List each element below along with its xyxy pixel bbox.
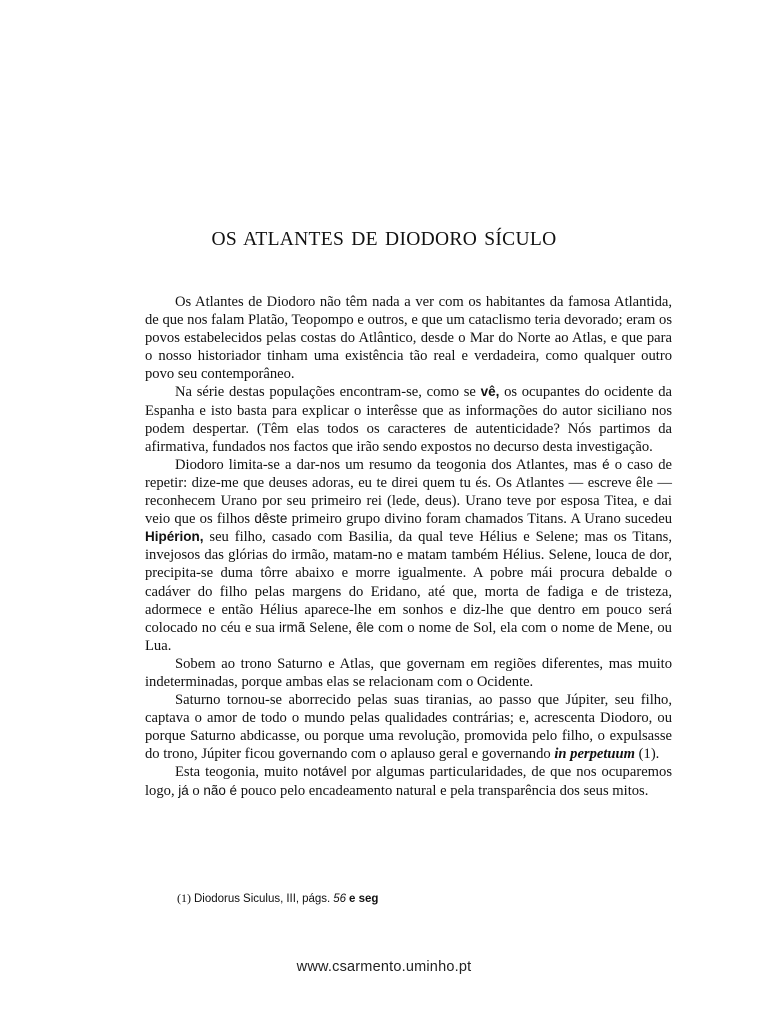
footnote-work: Siculus, <box>243 893 284 905</box>
text-run: primeiro grupo divino foram chamados Titans. A Urano sucedeu <box>287 511 672 528</box>
footnote-author: Diodorus <box>194 893 241 905</box>
text-run: Esta teogonia, muito <box>175 764 304 781</box>
paragraph <box>145 456 672 655</box>
text-run: os ocupantes do ocidente da Espanha e isto basta para explicar o interêsse que as informações do autor siciliano nos podem despertar. (Têm elas todos os caracteres de autenticidade? Nós partimos da afirmativa, fundados nos factos que irão sendo expostos no decurso desta investigação. <box>145 384 672 455</box>
emphasis-italic: in perpetuum <box>554 746 636 763</box>
paragraph <box>145 293 672 383</box>
text-run: pouco pelo encadeamento natural e pela transparência dos seus mitos. <box>237 782 649 799</box>
paragraph <box>145 383 672 455</box>
emphasis-bold: Hipérion, <box>145 529 204 545</box>
emphasis-sans: já <box>178 782 189 798</box>
text-run: Na série destas populações encontram-se, como se <box>175 384 481 401</box>
text-run: (1). <box>635 746 660 763</box>
footnote <box>177 890 378 907</box>
text-run: por algumas particularidades, de que nos ocuparemos logo, <box>145 764 672 799</box>
footnote-seq: e seg <box>349 893 379 905</box>
text-run: o <box>188 782 204 799</box>
footnote-pages-label: págs. <box>302 893 331 905</box>
footnote-marker: (1) <box>177 891 191 905</box>
emphasis-sans: êle <box>355 619 374 635</box>
paragraph <box>145 763 672 799</box>
emphasis-sans: irmã <box>278 619 306 635</box>
text-run: Sobem ao trono Saturno e Atlas, que governam em regiões diferentes, mas muito indeterminadas, porque ambas elas se relacionam com o Ocidente. <box>145 655 672 690</box>
text-run: Selene, <box>305 619 356 636</box>
emphasis-sans: dêste <box>254 511 288 527</box>
footer-url[interactable]: www.csarmento.uminho.pt <box>296 959 472 975</box>
page-title: OS ATLANTES DE DIODORO SÍCULO <box>211 229 557 250</box>
emphasis-bold: vê, <box>480 384 500 400</box>
text-run: com o nome de Sol, ela com o nome de Mene, ou Lua. <box>145 619 672 654</box>
footnote-pages: 56 <box>333 893 347 905</box>
emphasis-sans: notável <box>303 764 347 780</box>
emphasis-sans: é <box>602 456 610 472</box>
text-run: Diodoro limita-se a dar-nos um resumo da teogonia dos Atlantes, mas <box>175 456 603 473</box>
footnote-volume: III, <box>286 893 300 905</box>
emphasis-sans: é <box>229 782 238 798</box>
emphasis-sans: não <box>203 782 226 798</box>
text-run: seu filho, casado com Basilia, da qual teve Hélius e Selene; mas os Titans, invejosos das glórias do irmão, matam-no e matam também Hélius. Selene, louca de dor, precipita-se duma tôrre abaixo e morre igualmente. A pobre mái procura debalde o cadáver do filho pelas margens do Eridano, até que, morta de fadiga e de tristeza, adormece e então Hélius aparece-lhe em sonhos e diz-lhe que dentro em pouco será colocado no céu e sua <box>145 529 672 636</box>
paragraph <box>145 655 672 691</box>
text-run: Os Atlantes de Diodoro não têm nada a ver com os habitantes da famosa Atlantida, de que nos falam Platão, Teopompo e outros, e que um cataclismo teria devorado; eram os povos estabelecidos pelas costas do Atlântico, desde o Mar do Norte ao Atlas, e que para o nosso historiador tinham uma existência tão real e verdadeira, como qualquer outro povo seu contemporâneo. <box>145 294 672 383</box>
paragraph <box>145 691 672 763</box>
body-text <box>145 293 672 800</box>
text-run: o caso de repetir: dize-me que deuses adoras, eu te direi quem tu és. Os Atlantes — escreve êle — reconhecem Urano por seu primeiro rei (lede, deus). Urano teve por esposa Titea, e dai veio que os filhos <box>145 456 672 528</box>
text-run: Saturno tornou-se aborrecido pelas suas tiranias, ao passo que Júpiter, seu filho, captava o amor de todo o mundo pelas qualidades contrárias; e, acrescenta Diodoro, ou porque Saturno abdicasse, ou porque uma revolução, promovida pelo filho, o expulsasse do trono, Júpiter ficou governando com o aplauso geral e governando <box>145 692 672 763</box>
